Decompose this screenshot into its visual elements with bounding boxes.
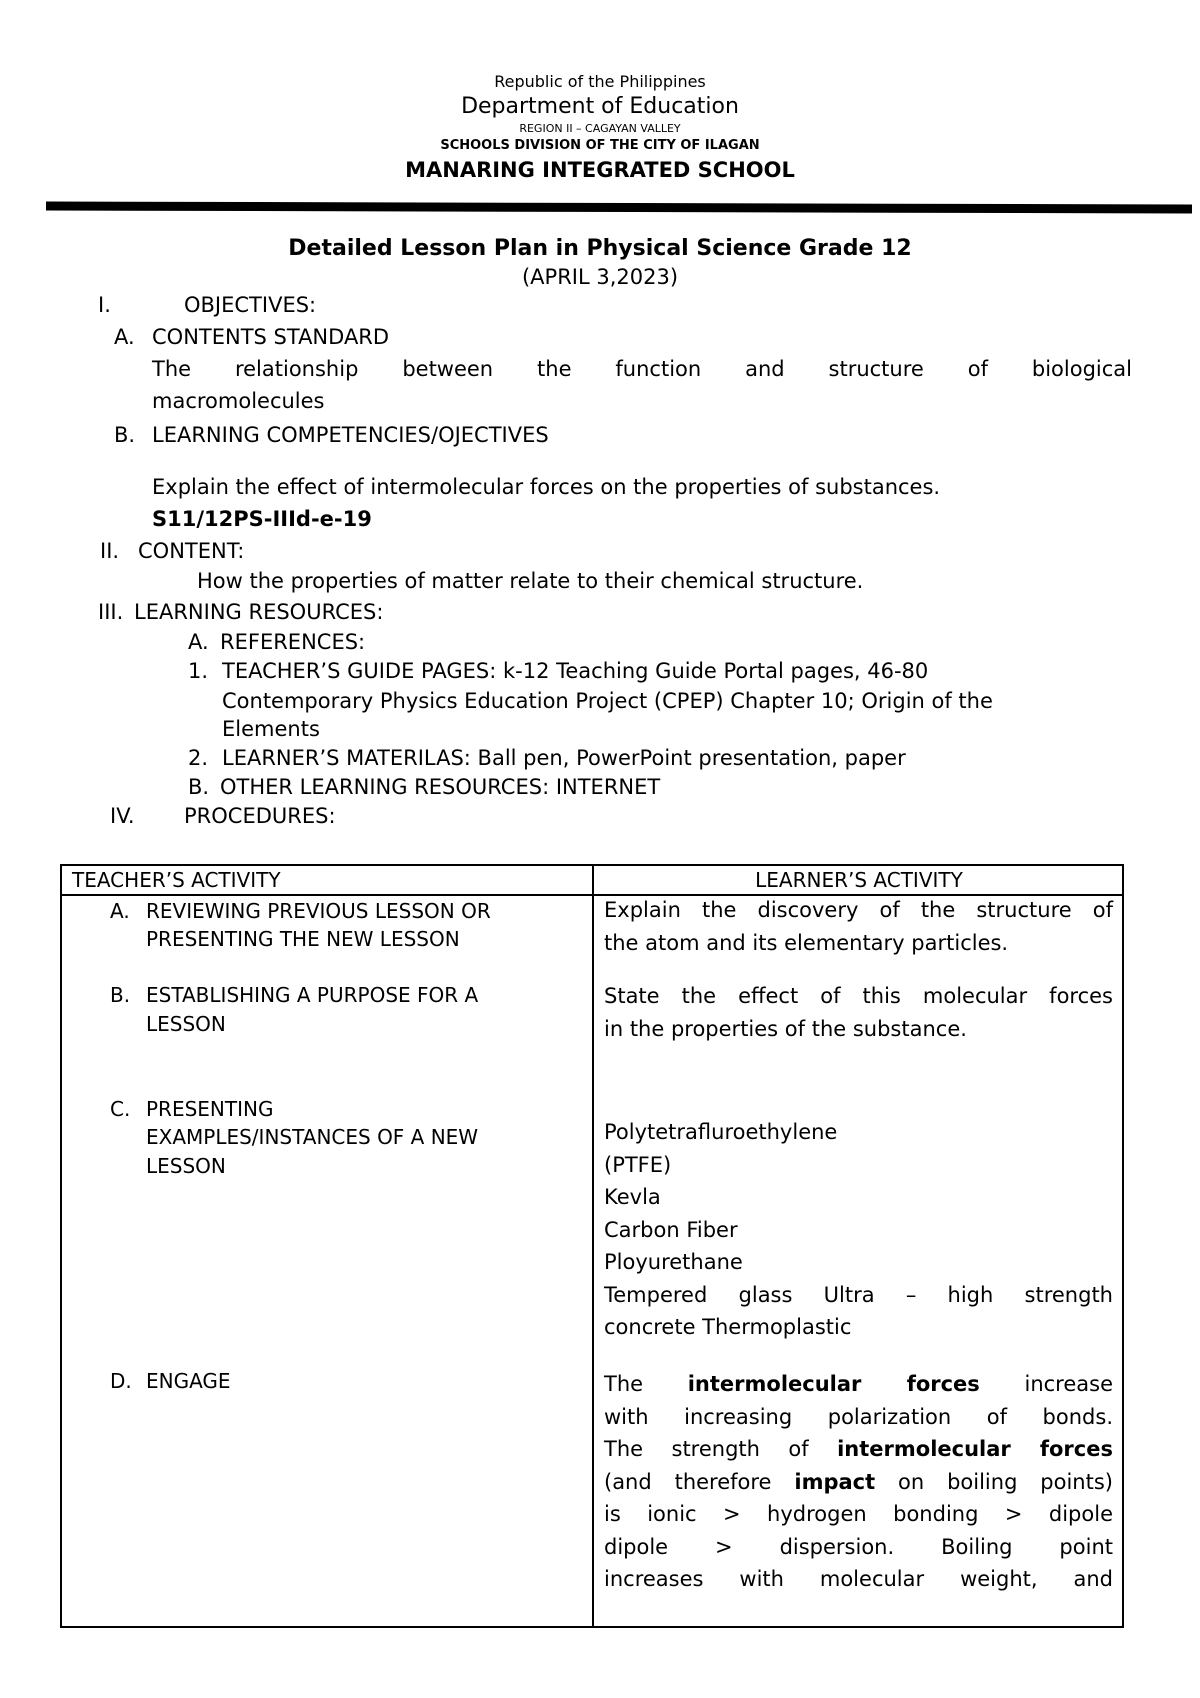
engage-bold-text: intermolecular forces (837, 1437, 1113, 1461)
row-b-learner-line2: in the properties of the substance. (604, 1017, 967, 1041)
content-number: II. (100, 539, 120, 563)
engage-bold-text: intermolecular forces (687, 1372, 980, 1396)
material-item: Polytetrafluroethylene (604, 1120, 838, 1144)
procedures-number: IV. (110, 804, 135, 828)
references-heading: REFERENCES: (220, 630, 366, 654)
document-title: Detailed Lesson Plan in Physical Science Grade 12 (288, 236, 912, 261)
resources-number: III. (98, 600, 124, 624)
row-a-teacher-text: REVIEWING PREVIOUS LESSON OR (146, 899, 491, 923)
material-item: concrete Thermoplastic (604, 1315, 852, 1339)
engage-line (604, 1433, 1113, 1466)
row-d-learner-text (604, 1368, 1113, 1596)
department-line: Department of Education (461, 94, 739, 119)
objectives-heading: OBJECTIVES: (184, 293, 317, 317)
row-d-letter: D. (110, 1369, 132, 1393)
teacher-guide-text-line3: Elements (222, 717, 320, 741)
engage-line (604, 1466, 1113, 1499)
material-item: (PTFE) (604, 1152, 672, 1177)
engage-text: The strength of (604, 1437, 809, 1461)
row-b-learner-line1: State the effect of this molecular forces (604, 984, 1113, 1008)
engage-line: with increasing polarization of bonds. (604, 1404, 1113, 1429)
teacher-activity-header: TEACHER’S ACTIVITY (72, 868, 281, 892)
learner-activity-header: LEARNER’S ACTIVITY (755, 868, 963, 892)
procedures-table (60, 864, 1124, 1628)
engage-text: The (604, 1372, 644, 1396)
engage-line (604, 1368, 1113, 1401)
header-divider (46, 201, 1192, 213)
content-heading: CONTENT: (138, 539, 245, 563)
engage-text: on boiling points) (898, 1469, 1113, 1494)
row-a-learner-text (604, 894, 1113, 960)
competency-code: S11/12PS-IIId-e-19 (152, 507, 372, 531)
content-standard-letter: A. (114, 325, 135, 349)
school-name: MANARING INTEGRATED SCHOOL (405, 158, 795, 182)
other-resources-text: OTHER LEARNING RESOURCES: INTERNET (220, 775, 661, 799)
material-item: Carbon Fiber (604, 1217, 738, 1242)
row-a-teacher-text-line2: PRESENTING THE NEW LESSON (146, 927, 460, 951)
row-c-letter: C. (110, 1097, 131, 1121)
engage-line: increases with molecular weight, and (604, 1567, 1113, 1591)
column-divider (592, 866, 594, 1626)
engage-line: is ionic > hydrogen bonding > dipole (604, 1502, 1113, 1526)
engage-bold-text: impact (794, 1469, 876, 1494)
teacher-guide-number: 1. (188, 659, 209, 683)
content-standard-text: The relationship between the function and structure of biological (152, 357, 1132, 381)
engage-text: increase (1024, 1372, 1113, 1396)
row-d-teacher-text: ENGAGE (146, 1369, 231, 1393)
row-b-letter: B. (110, 983, 131, 1007)
region-line: REGION II – CAGAYAN VALLEY (519, 122, 681, 135)
resources-heading: LEARNING RESOURCES: (134, 600, 384, 624)
row-c-learner-list (604, 1116, 1113, 1344)
material-item: Kevla (604, 1185, 661, 1209)
republic-line: Republic of the Philippines (494, 72, 706, 91)
content-text: How the properties of matter relate to their chemical structure. (197, 569, 864, 593)
procedures-heading: PROCEDURES: (184, 804, 336, 828)
engage-text: (and therefore (604, 1469, 772, 1494)
teacher-guide-text-line2: Contemporary Physics Education Project (CPEP) Chapter 10; Origin of the (222, 689, 993, 713)
learner-materials-number: 2. (188, 746, 209, 770)
engage-line: dipole > dispersion. Boiling point (604, 1534, 1113, 1559)
other-resources-letter: B. (188, 775, 210, 799)
material-item: Ployurethane (604, 1250, 743, 1274)
row-a-letter: A. (110, 899, 130, 923)
document-date: (APRIL 3,2023) (521, 265, 679, 289)
material-item: Tempered glass Ultra – high strength (604, 1282, 1113, 1307)
objectives-number: I. (98, 293, 111, 317)
row-a-learner-line2: the atom and its elementary particles. (604, 931, 1009, 955)
row-c-teacher-text-line2: EXAMPLES/INSTANCES OF A NEW (146, 1125, 479, 1149)
row-b-teacher-text-line2: LESSON (146, 1012, 226, 1036)
row-a-learner-line1: Explain the discovery of the structure of (604, 898, 1113, 922)
row-b-learner-text (604, 980, 1113, 1046)
row-c-teacher-text: PRESENTING (146, 1097, 274, 1121)
references-letter: A. (188, 630, 209, 654)
content-standard-heading: CONTENTS STANDARD (152, 325, 390, 349)
row-c-teacher-text-line3: LESSON (146, 1154, 226, 1178)
row-b-teacher-text: ESTABLISHING A PURPOSE FOR A (146, 983, 479, 1007)
competencies-heading: LEARNING COMPETENCIES/OJECTIVES (152, 423, 549, 447)
learner-materials-text: LEARNER’S MATERILAS: Ball pen, PowerPoint presentation, paper (222, 746, 906, 770)
division-line: SCHOOLS DIVISION OF THE CITY OF ILAGAN (440, 138, 760, 153)
competencies-letter: B. (114, 423, 136, 447)
teacher-guide-text: TEACHER’S GUIDE PAGES: k-12 Teaching Guide Portal pages, 46-80 (222, 659, 929, 683)
content-standard-text-cont: macromolecules (152, 389, 325, 413)
competency-text: Explain the effect of intermolecular forces on the properties of substances. (152, 475, 941, 499)
